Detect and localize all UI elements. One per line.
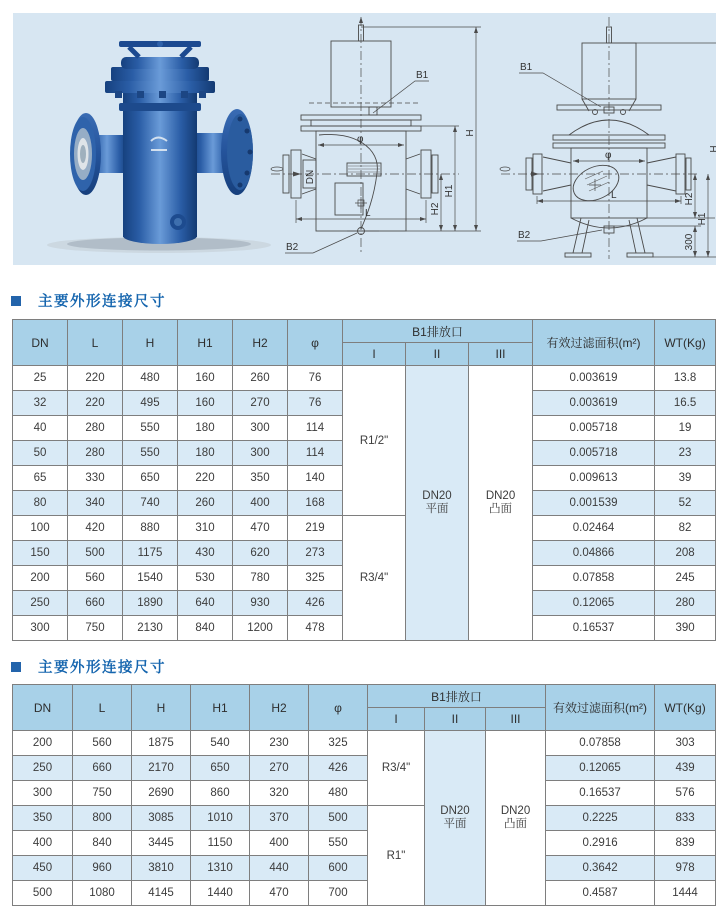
dim-cell: 440 bbox=[250, 856, 309, 881]
dim-cell: 400 bbox=[13, 831, 73, 856]
dim-cell: 330 bbox=[68, 466, 123, 491]
b1-ii-line: DN20 bbox=[422, 490, 452, 502]
h2-dim-label: H2 bbox=[430, 202, 441, 216]
dim-cell: 32 bbox=[13, 391, 68, 416]
dim-cell: 300 bbox=[13, 781, 73, 806]
arrowhead bbox=[537, 199, 543, 203]
h-dim-label: H bbox=[709, 145, 720, 153]
b1-iii-line: 凸面 bbox=[489, 503, 513, 515]
dim-cell: 740 bbox=[123, 491, 178, 516]
weight-cell: 19 bbox=[655, 416, 716, 441]
area-cell: 0.07858 bbox=[546, 731, 655, 756]
area-cell: 0.2916 bbox=[546, 831, 655, 856]
cover-bolt bbox=[115, 91, 122, 98]
dim-cell: 168 bbox=[288, 491, 343, 516]
dim-cell: 2130 bbox=[123, 616, 178, 641]
dim-cell: 400 bbox=[250, 831, 309, 856]
b1-subcolumn-header: I bbox=[368, 708, 425, 731]
dim-cell: 350 bbox=[13, 806, 73, 831]
dim-cell: 300 bbox=[233, 441, 288, 466]
dim-cell: 4145 bbox=[132, 881, 191, 906]
dim-cell: 3445 bbox=[132, 831, 191, 856]
dim-cell: 750 bbox=[73, 781, 132, 806]
column-header: H2 bbox=[233, 320, 288, 366]
flange-bolt bbox=[238, 183, 243, 188]
left-foot bbox=[565, 253, 591, 257]
dim-cell: 3085 bbox=[132, 806, 191, 831]
weight-cell: 978 bbox=[655, 856, 716, 881]
vessel-body bbox=[123, 77, 197, 237]
dim-cell: 1875 bbox=[132, 731, 191, 756]
arrowhead bbox=[296, 217, 302, 221]
area-cell: 0.003619 bbox=[533, 391, 655, 416]
table-row bbox=[13, 856, 716, 881]
phi-label: φ bbox=[605, 150, 612, 161]
dim-cell: 280 bbox=[68, 441, 123, 466]
dim-cell: 530 bbox=[178, 566, 233, 591]
dim-cell: 310 bbox=[178, 516, 233, 541]
b1-iii-cell bbox=[486, 731, 546, 906]
rod-tip bbox=[359, 17, 363, 23]
weight-cell: 208 bbox=[655, 541, 716, 566]
b2-label: B2 bbox=[286, 242, 299, 253]
column-header: φ bbox=[309, 685, 368, 731]
arrowhead bbox=[453, 225, 457, 231]
flange-bolt bbox=[245, 171, 250, 176]
b1-leader-line bbox=[519, 73, 601, 107]
dim-cell: 550 bbox=[309, 831, 368, 856]
area-cell: 0.3642 bbox=[546, 856, 655, 881]
dim-cell: 325 bbox=[309, 731, 368, 756]
dim-cell: 840 bbox=[73, 831, 132, 856]
arrowhead bbox=[398, 143, 404, 147]
b1-ii-line: 平面 bbox=[425, 503, 449, 515]
dim-cell: 750 bbox=[68, 616, 123, 641]
area-cell: 0.003619 bbox=[533, 366, 655, 391]
dim-cell: 2690 bbox=[132, 781, 191, 806]
dim-cell: 1310 bbox=[191, 856, 250, 881]
leg-height-label: 300 bbox=[684, 233, 695, 251]
dim-cell: 930 bbox=[233, 591, 288, 616]
drain-boss-inner bbox=[174, 218, 182, 226]
dim-cell: 200 bbox=[13, 731, 73, 756]
flange-bolt bbox=[245, 129, 250, 134]
dim-cell: 220 bbox=[68, 391, 123, 416]
arrowhead bbox=[573, 159, 579, 163]
weight-column-header: WT(Kg) bbox=[655, 685, 716, 731]
area-cell: 0.009613 bbox=[533, 466, 655, 491]
handle-supports bbox=[129, 47, 191, 57]
right-foot bbox=[627, 253, 653, 257]
dimension-table bbox=[12, 319, 716, 641]
dim-cell: 76 bbox=[288, 391, 343, 416]
dim-cell: 160 bbox=[178, 391, 233, 416]
b1-group-header: B1排放口 bbox=[343, 320, 533, 343]
screen-hatch bbox=[348, 166, 380, 172]
column-header: H1 bbox=[191, 685, 250, 731]
dn-label: DN bbox=[305, 169, 316, 185]
dim-cell: 470 bbox=[250, 881, 309, 906]
dimension-table-2-container bbox=[12, 684, 716, 906]
b1-ii-line: 平面 bbox=[443, 818, 467, 830]
section-header-1 bbox=[11, 290, 166, 311]
area-cell: 0.04866 bbox=[533, 541, 655, 566]
section-bullet-icon bbox=[11, 662, 21, 672]
area-cell: 0.2225 bbox=[546, 806, 655, 831]
h1-dim-label: H1 bbox=[444, 184, 455, 198]
weight-column-header: WT(Kg) bbox=[655, 320, 716, 366]
table-row bbox=[13, 756, 716, 781]
dim-cell: 250 bbox=[13, 591, 68, 616]
dim-cell: 370 bbox=[250, 806, 309, 831]
column-header: H bbox=[132, 685, 191, 731]
cover-bolt bbox=[181, 91, 188, 98]
drawing-front bbox=[269, 13, 499, 265]
b1-leader-line bbox=[373, 81, 429, 113]
dim-cell: 560 bbox=[73, 731, 132, 756]
table-row bbox=[13, 516, 716, 541]
weight-cell: 82 bbox=[655, 516, 716, 541]
dim-cell: 500 bbox=[309, 806, 368, 831]
l-label: L bbox=[611, 190, 617, 201]
dim-cell: 160 bbox=[178, 366, 233, 391]
dim-cell: 650 bbox=[191, 756, 250, 781]
weight-cell: 13.8 bbox=[655, 366, 716, 391]
weight-cell: 39 bbox=[655, 466, 716, 491]
dim-cell: 495 bbox=[123, 391, 178, 416]
dim-cell: 230 bbox=[250, 731, 309, 756]
table-row bbox=[13, 366, 716, 391]
arrowhead bbox=[675, 199, 681, 203]
dim-cell: 560 bbox=[68, 566, 123, 591]
dimension-table bbox=[12, 684, 716, 906]
vessel-bottom bbox=[123, 228, 197, 244]
area-column-header: 有效过滤面积(m²) bbox=[533, 320, 655, 366]
weight-cell: 52 bbox=[655, 491, 716, 516]
dim-cell: 2170 bbox=[132, 756, 191, 781]
dim-cell: 880 bbox=[123, 516, 178, 541]
weight-cell: 245 bbox=[655, 566, 716, 591]
cover-bolt bbox=[199, 91, 206, 98]
dim-cell: 300 bbox=[13, 616, 68, 641]
weight-cell: 439 bbox=[655, 756, 716, 781]
dim-cell: 860 bbox=[191, 781, 250, 806]
dim-cell: 540 bbox=[191, 731, 250, 756]
table-row bbox=[13, 806, 716, 831]
b1-subcolumn-header: I bbox=[343, 343, 406, 366]
body-ring bbox=[119, 103, 201, 111]
cover-bolt bbox=[159, 91, 166, 98]
dim-cell: 400 bbox=[233, 491, 288, 516]
dim-cell: 200 bbox=[13, 566, 68, 591]
weight-cell: 1444 bbox=[655, 881, 716, 906]
dim-cell: 1010 bbox=[191, 806, 250, 831]
arrowhead bbox=[693, 251, 697, 257]
dim-cell: 140 bbox=[288, 466, 343, 491]
dim-cell: 25 bbox=[13, 366, 68, 391]
b1-ii-cell bbox=[406, 366, 469, 641]
product-photo bbox=[41, 19, 279, 265]
b1-iii-cell bbox=[469, 366, 533, 641]
drawing-side bbox=[499, 13, 720, 265]
area-cell: 0.005718 bbox=[533, 416, 655, 441]
dim-cell: 1200 bbox=[233, 616, 288, 641]
dim-cell: 50 bbox=[13, 441, 68, 466]
dim-cell: 478 bbox=[288, 616, 343, 641]
area-cell: 0.005718 bbox=[533, 441, 655, 466]
section-bullet-icon bbox=[11, 296, 21, 306]
dim-cell: 219 bbox=[288, 516, 343, 541]
cover-flange bbox=[111, 67, 209, 81]
dim-cell: 500 bbox=[68, 541, 123, 566]
dim-cell: 220 bbox=[178, 466, 233, 491]
dim-cell: 660 bbox=[68, 591, 123, 616]
dim-cell: 260 bbox=[233, 366, 288, 391]
flow-arrow bbox=[531, 172, 539, 177]
section-title: 主要外形连接尺寸 bbox=[38, 294, 166, 310]
dim-cell: 600 bbox=[309, 856, 368, 881]
dim-cell: 220 bbox=[68, 366, 123, 391]
dim-cell: 300 bbox=[233, 416, 288, 441]
dim-cell: 250 bbox=[13, 756, 73, 781]
area-cell: 0.16537 bbox=[533, 616, 655, 641]
dim-cell: 430 bbox=[178, 541, 233, 566]
dim-cell: 114 bbox=[288, 416, 343, 441]
area-cell: 0.16537 bbox=[546, 781, 655, 806]
b1-i-cell: R3/4" bbox=[368, 731, 425, 806]
dim-cell: 800 bbox=[73, 806, 132, 831]
h1-dim-label: H1 bbox=[697, 212, 708, 226]
column-header: φ bbox=[288, 320, 343, 366]
weight-cell: 23 bbox=[655, 441, 716, 466]
b1-iii-line: 凸面 bbox=[504, 818, 528, 830]
dim-cell: 700 bbox=[309, 881, 368, 906]
area-cell: 0.12065 bbox=[533, 591, 655, 616]
arrowhead bbox=[693, 174, 697, 180]
b1-ii-cell bbox=[425, 731, 486, 906]
b1-subcolumn-header: II bbox=[406, 343, 469, 366]
arrowhead bbox=[420, 217, 426, 221]
dim-cell: 480 bbox=[309, 781, 368, 806]
dim-cell: 550 bbox=[123, 441, 178, 466]
weight-cell: 16.5 bbox=[655, 391, 716, 416]
dim-cell: 80 bbox=[13, 491, 68, 516]
arrowhead bbox=[474, 225, 478, 231]
arrowhead bbox=[706, 174, 710, 180]
dim-cell: 470 bbox=[233, 516, 288, 541]
right-leg bbox=[629, 218, 645, 253]
dim-cell: 1175 bbox=[123, 541, 178, 566]
handle-bolt bbox=[157, 41, 163, 47]
b1-iii-line: DN20 bbox=[485, 490, 516, 502]
dim-cell: 1080 bbox=[73, 881, 132, 906]
b1-iii-line: DN20 bbox=[500, 805, 531, 817]
arrowhead bbox=[439, 174, 443, 180]
product-banner bbox=[13, 13, 720, 265]
flange-bolt bbox=[248, 150, 253, 155]
cover-bolt bbox=[137, 91, 144, 98]
b1-subcolumn-header: III bbox=[486, 708, 546, 731]
area-column-header: 有效过滤面积(m²) bbox=[546, 685, 655, 731]
dim-cell: 500 bbox=[13, 881, 73, 906]
dim-cell: 260 bbox=[178, 491, 233, 516]
dim-cell: 550 bbox=[123, 416, 178, 441]
dim-cell: 640 bbox=[178, 591, 233, 616]
flow-tail bbox=[500, 167, 510, 171]
h2-dim-label: H2 bbox=[684, 192, 695, 206]
dim-cell: 1540 bbox=[123, 566, 178, 591]
vent-mark bbox=[589, 179, 601, 191]
b2-label: B2 bbox=[518, 230, 531, 241]
dim-cell: 280 bbox=[68, 416, 123, 441]
weight-cell: 833 bbox=[655, 806, 716, 831]
flow-tail bbox=[271, 167, 283, 171]
b1-ii-line: DN20 bbox=[440, 805, 470, 817]
b1-subcolumn-header: III bbox=[469, 343, 533, 366]
b1-subcolumn-header: II bbox=[425, 708, 486, 731]
table-row bbox=[13, 881, 716, 906]
screen-box bbox=[335, 183, 363, 215]
weight-cell: 280 bbox=[655, 591, 716, 616]
weight-cell: 390 bbox=[655, 616, 716, 641]
b1-i-cell: R1" bbox=[368, 806, 425, 906]
column-header: DN bbox=[13, 685, 73, 731]
dim-cell: 420 bbox=[68, 516, 123, 541]
column-header: L bbox=[68, 320, 123, 366]
column-header: H bbox=[123, 320, 178, 366]
dim-cell: 180 bbox=[178, 416, 233, 441]
dim-cell: 1440 bbox=[191, 881, 250, 906]
dim-cell: 180 bbox=[178, 441, 233, 466]
dim-cell: 273 bbox=[288, 541, 343, 566]
dim-cell: 270 bbox=[233, 391, 288, 416]
dim-cell: 1150 bbox=[191, 831, 250, 856]
weight-cell: 839 bbox=[655, 831, 716, 856]
dim-cell: 480 bbox=[123, 366, 178, 391]
dim-cell: 840 bbox=[178, 616, 233, 641]
dim-cell: 960 bbox=[73, 856, 132, 881]
dim-cell: 65 bbox=[13, 466, 68, 491]
dim-cell: 325 bbox=[288, 566, 343, 591]
dim-cell: 270 bbox=[250, 756, 309, 781]
dim-cell: 150 bbox=[13, 541, 68, 566]
dim-cell: 3810 bbox=[132, 856, 191, 881]
area-cell: 0.07858 bbox=[533, 566, 655, 591]
section-title: 主要外形连接尺寸 bbox=[38, 660, 166, 676]
arrowhead bbox=[453, 126, 457, 132]
dim-cell: 340 bbox=[68, 491, 123, 516]
b1-group-header: B1排放口 bbox=[368, 685, 546, 708]
area-cell: 0.02464 bbox=[533, 516, 655, 541]
dimension-table-1-container bbox=[12, 319, 716, 641]
table-row bbox=[13, 831, 716, 856]
weight-cell: 576 bbox=[655, 781, 716, 806]
column-header: DN bbox=[13, 320, 68, 366]
dim-cell: 114 bbox=[288, 441, 343, 466]
arrowhead bbox=[693, 226, 697, 232]
dim-cell: 650 bbox=[123, 466, 178, 491]
dim-cell: 660 bbox=[73, 756, 132, 781]
table-row bbox=[13, 781, 716, 806]
area-cell: 0.4587 bbox=[546, 881, 655, 906]
column-header: H1 bbox=[178, 320, 233, 366]
b1-label: B1 bbox=[416, 70, 429, 81]
phi-label: φ bbox=[357, 134, 364, 145]
dim-cell: 780 bbox=[233, 566, 288, 591]
dim-cell: 350 bbox=[233, 466, 288, 491]
column-header: L bbox=[73, 685, 132, 731]
b1-label: B1 bbox=[520, 62, 533, 73]
dim-cell: 426 bbox=[309, 756, 368, 781]
dim-cell: 100 bbox=[13, 516, 68, 541]
arrowhead bbox=[474, 27, 478, 33]
cover-dome bbox=[121, 57, 199, 69]
dim-cell: 40 bbox=[13, 416, 68, 441]
section-header-2 bbox=[11, 656, 166, 677]
h-dim-label: H bbox=[465, 129, 476, 137]
weight-cell: 303 bbox=[655, 731, 716, 756]
left-flange-bore-inner bbox=[80, 145, 86, 163]
dim-cell: 620 bbox=[233, 541, 288, 566]
dim-cell: 1890 bbox=[123, 591, 178, 616]
arrowhead bbox=[439, 225, 443, 231]
area-cell: 0.001539 bbox=[533, 491, 655, 516]
left-leg bbox=[573, 218, 589, 253]
b1-i-cell: R3/4" bbox=[343, 516, 406, 641]
arrowhead bbox=[706, 251, 710, 257]
flow-arrow bbox=[293, 172, 301, 177]
column-header: H2 bbox=[250, 685, 309, 731]
arrowhead bbox=[318, 143, 324, 147]
dim-cell: 450 bbox=[13, 856, 73, 881]
b1-i-cell: R1/2" bbox=[343, 366, 406, 516]
area-cell: 0.12065 bbox=[546, 756, 655, 781]
dim-cell: 426 bbox=[288, 591, 343, 616]
arrowhead bbox=[639, 159, 645, 163]
table-row bbox=[13, 731, 716, 756]
flange-bolt bbox=[238, 117, 243, 122]
dim-cell: 320 bbox=[250, 781, 309, 806]
dim-cell: 76 bbox=[288, 366, 343, 391]
l-label: L bbox=[365, 208, 371, 219]
